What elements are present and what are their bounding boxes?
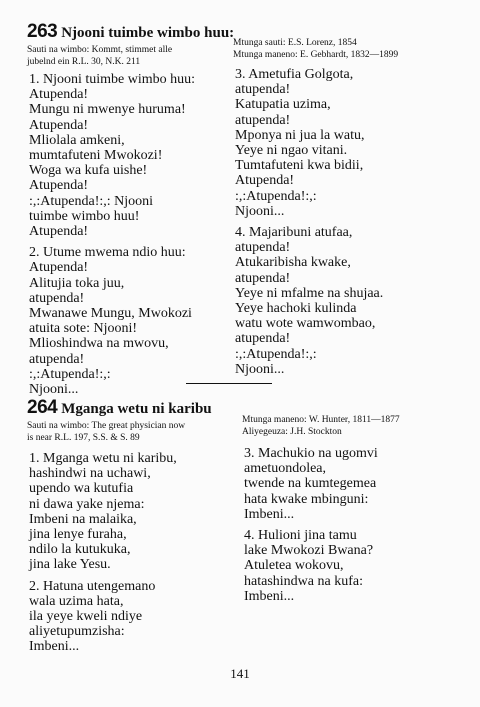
- meta-line: Sauti na wimbo: Kommt, stimmet alle: [27, 45, 173, 55]
- stanza: [235, 67, 440, 219]
- meta-line: Mtunga sauti: E.S. Lorenz, 1854: [233, 38, 357, 48]
- verse-line: 3. Ametufia Golgota,: [235, 67, 354, 82]
- verse-line: Imbeni...: [29, 639, 80, 655]
- meta-line: Aliyegeuza: J.H. Stockton: [242, 426, 342, 437]
- verse-line: Mlioshindwa na mwovu,: [29, 336, 169, 352]
- verse-line: watu wote wamwombao,: [235, 316, 376, 332]
- verse-line: Atupenda!: [29, 260, 89, 276]
- verse-line: hata kwake mbinguni:: [244, 491, 369, 507]
- meta-line: Mtunga maneno: E. Gebhardt, 1832—1899: [233, 49, 399, 60]
- verse-line: Mliolala amkeni,: [29, 132, 125, 148]
- hymn-tune-info: [27, 45, 172, 68]
- stanza: [29, 451, 234, 573]
- verse-line: :,:Atupenda!:,:: [235, 346, 317, 362]
- hymn-header: [27, 397, 212, 419]
- hymn-number: 264: [27, 397, 58, 418]
- verse-line: Njooni...: [235, 361, 285, 377]
- hymn-number: 263: [27, 21, 58, 42]
- verse-line: Atuletea wokovu,: [244, 558, 344, 574]
- hymn-header: [27, 21, 234, 43]
- hymn-author-info: [242, 415, 400, 438]
- verse-line: Tumtafuteni kwa bidii,: [235, 158, 364, 174]
- stanza: [29, 72, 234, 239]
- verse-line: atupenda!: [235, 82, 291, 98]
- hymn-title: Mganga wetu ni karibu: [61, 401, 212, 417]
- verse-line: atupenda!: [29, 290, 85, 306]
- verse-line: atupenda!: [235, 331, 291, 347]
- verse-line: 1. Mganga wetu ni karibu,: [29, 451, 177, 466]
- verse-line: lake Mwokozi Bwana?: [244, 543, 374, 559]
- verse-line: aliyetupumzisha:: [29, 624, 125, 640]
- verse-line: 3. Machukio na ugomvi: [244, 446, 378, 461]
- stanza: [29, 579, 234, 655]
- verse-line: 2. Utume mwema ndio huu:: [29, 245, 186, 261]
- meta-line: is near R.L. 197, S.S. & S. 89: [27, 432, 140, 443]
- verse-line: upendo wa kutufia: [29, 481, 134, 497]
- verse-line: ila yeye kweli ndiye: [29, 609, 143, 625]
- verse-line: hatashindwa na kufa:: [244, 573, 363, 589]
- verse-line: Atupenda!: [29, 178, 89, 194]
- verse-line: Atupenda!: [29, 117, 89, 133]
- verse-line: Atupenda!: [29, 87, 89, 103]
- verse-line: Atukaribisha kwake,: [235, 255, 351, 271]
- verse-line: twende na kumtegemea: [244, 476, 377, 492]
- stanza: [244, 528, 449, 604]
- verse-line: Njooni...: [235, 203, 285, 219]
- verse-line: Katupatia uzima,: [235, 97, 331, 113]
- verse-line: ni dawa yake njema:: [29, 496, 145, 512]
- stanza: [29, 245, 234, 397]
- section-divider: [186, 383, 272, 384]
- verse-line: ndilo la kutukuka,: [29, 542, 131, 558]
- hymn-263-left-column: [29, 72, 234, 403]
- verse-line: Mponya ni jua la watu,: [235, 127, 365, 143]
- verse-line: jina lenye furaha,: [29, 527, 127, 543]
- verse-line: 4. Majaribuni atufaa,: [235, 225, 353, 241]
- page-number: 141: [230, 666, 250, 681]
- verse-line: Alitujia toka juu,: [29, 275, 125, 291]
- verse-line: Yeye ni mfalme na shujaa.: [235, 285, 384, 301]
- verse-line: ametuondolea,: [244, 461, 327, 477]
- hymn-tune-info: [27, 421, 185, 444]
- verse-line: Imbeni na malaika,: [29, 511, 137, 527]
- verse-line: tuimbe wimbo huu!: [29, 208, 140, 224]
- verse-line: :,:Atupenda!:,: Njooni: [29, 193, 154, 209]
- verse-line: Yeye ni ngao vitani.: [235, 143, 348, 159]
- meta-line: Sauti na wimbo: The great physician now: [27, 421, 186, 431]
- verse-line: 4. Hulioni jina tamu: [244, 528, 357, 544]
- verse-line: Mungu ni mwenye huruma!: [29, 102, 186, 118]
- verse-line: 2. Hatuna utengemano: [29, 578, 156, 594]
- stanza: [235, 225, 440, 377]
- verse-line: atupenda!: [29, 351, 85, 367]
- verse-line: Atupenda!: [235, 173, 295, 189]
- verse-line: 1. Njooni tuimbe wimbo huu:: [29, 72, 196, 87]
- verse-line: :,:Atupenda!:,:: [29, 366, 111, 382]
- verse-line: :,:Atupenda!:,:: [235, 188, 317, 204]
- verse-line: Yeye hachoki kulinda: [235, 301, 357, 317]
- verse-line: atupenda!: [235, 240, 291, 256]
- hymn-author-info: [233, 38, 398, 61]
- verse-line: hashindwi na uchawi,: [29, 466, 151, 482]
- meta-line: jubelnd ein R.L. 30, N.K. 211: [27, 56, 141, 67]
- verse-line: atupenda!: [235, 112, 291, 128]
- verse-line: Imbeni...: [244, 506, 295, 522]
- verse-line: Mwanawe Mungu, Mwokozi: [29, 306, 192, 322]
- hymn-263-right-column: [235, 67, 440, 383]
- hymn-title: Njooni tuimbe wimbo huu:: [61, 25, 235, 41]
- hymn-264-left-column: [29, 451, 234, 661]
- verse-line: Woga wa kufa uishe!: [29, 163, 148, 179]
- verse-line: jina lake Yesu.: [29, 557, 111, 573]
- hymn-264-right-column: [244, 446, 449, 610]
- verse-line: Njooni...: [29, 382, 79, 398]
- verse-line: atupenda!: [235, 270, 291, 286]
- verse-line: mumtafuteni Mwokozi!: [29, 148, 163, 164]
- stanza: [244, 446, 449, 522]
- verse-line: atuita sote: Njooni!: [29, 321, 138, 337]
- verse-line: wala uzima hata,: [29, 593, 124, 609]
- verse-line: Atupenda!: [29, 224, 89, 240]
- meta-line: Mtunga maneno: W. Hunter, 1811—1877: [242, 415, 400, 425]
- verse-line: Imbeni...: [244, 588, 295, 604]
